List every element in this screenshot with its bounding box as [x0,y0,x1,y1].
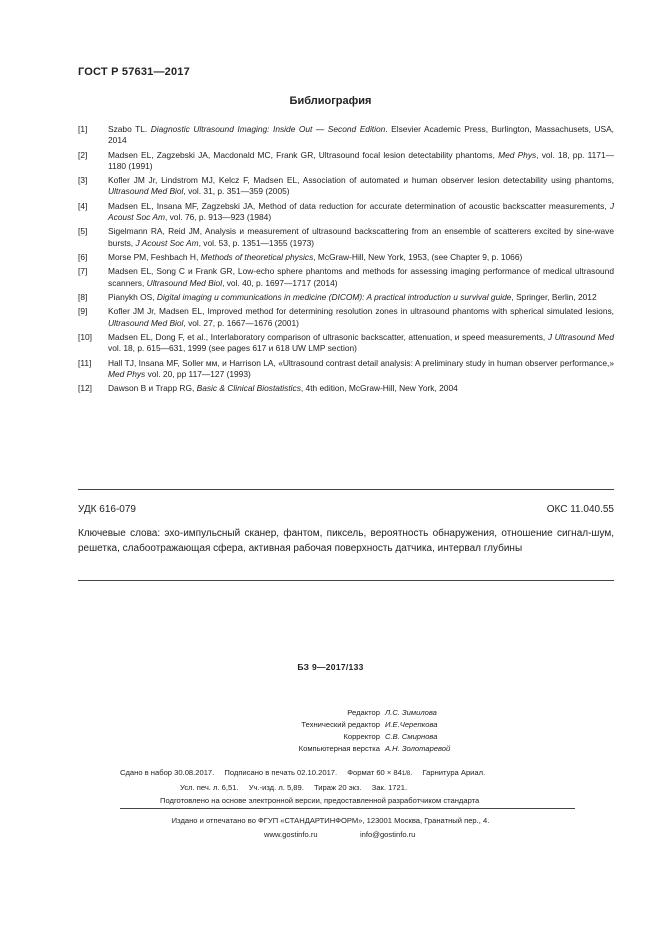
email-link[interactable]: info@gostinfo.ru [360,830,416,839]
reference-item [78,358,614,380]
credit-name: С.В. Смирнова [385,732,438,741]
reference-segment: Sigelmann RA, Reid JM, Analysis и measurement of ultrasound backscattering from an ensemble of scatterers excited by sine-wave bursts, [108,226,614,248]
reference-segment: , vol. 53, p. 1351—1355 (1973) [198,237,315,248]
reference-number: [11] [78,357,92,368]
reference-segment: Szabo TL. [108,124,151,134]
bibliography-title: Библиография [289,95,372,107]
reference-list [78,124,614,398]
reference-source: Ultrasound Med Biol [108,317,184,328]
reference-segment: Madsen EL, Zagzebski JA, Macdonald MC, Frank GR, Ultrasound focal lesion detectability phantoms, [108,149,499,160]
credit-role: Корректор [343,732,380,741]
reference-number: [10] [78,331,92,342]
reference-segment: , vol. 76, p. 913—923 (1984) [164,211,272,222]
reference-segment: . Elsevier Academic Press, Burlington, Massachusets, USA, 2014 [108,124,615,146]
reference-source: J Ultrasound Med [547,331,614,342]
reference-segment: Kofler JM Jr, Lindstrom MJ, Kelcz F, Madsen EL, Association of automated и human observer lesion detectability using phantoms, [108,175,614,186]
reference-text [108,383,614,394]
pub-sheets: Уч.-изд. л. 5,89. [248,783,304,792]
reference-text [108,266,614,288]
format: Формат 60 × 84 [347,768,402,777]
order-number: Зак. 1721. [371,783,408,792]
reference-item [78,226,614,248]
reference-item [78,150,614,172]
reference-segment: , vol. 27, p. 1667—1676 (2001) [183,317,299,328]
reference-item [78,306,614,328]
reference-segment: Hall TJ, Insana MF, Soller мм, и Harrison LA, «Ultrasound contrast detail analysis: A preliminary study in human observer performance,» [108,357,614,368]
publisher-line: Издано и отпечатано во ФГУП «СТАНДАРТИНФОРМ», 123001 Москва, Гранатный пер., 4. [171,816,490,825]
reference-segment: Dawson B и Trapp RG, [108,383,197,394]
sent-date: Сдано в набор 30.08.2017. [120,768,215,777]
typeface: Гарнитура Ариал. [422,768,486,777]
reference-text [108,252,614,263]
reference-segment: Morse PM, Feshbach H, [108,251,201,262]
keywords: Ключевые слова: эхо-импульсный сканер, фантом, пиксель, вероятность обнаружения, отношение сигнал-шум, решетка, слабоотражающая сфера, активная рабочая поверхность датчика, интервал глубины [78,528,614,554]
reference-segment: , vol. 18, pp. 1171—1180 (1991) [108,149,614,171]
credit-name: А.Н. Золотаревой [385,744,451,753]
bz-number: БЗ 9—2017/133 [297,662,364,672]
reference-segment: , vol. 40, p. 1697—1717 (2014) [222,277,338,288]
reference-text [108,292,614,303]
reference-segment: , McGraw-Hill, New York, 1953, (see Chapter 9, p. 1066) [313,251,523,262]
reference-item [78,252,614,263]
reference-text [108,175,614,197]
reference-item [78,292,614,303]
reference-item [78,175,614,197]
reference-number: [3] [78,175,88,186]
reference-number: [12] [78,383,92,394]
reference-segment: vol. 20, pp 117—127 (1993) [145,368,251,379]
reference-source: Basic & Clinical Biostatistics [196,383,301,394]
reference-source: Methods of theoretical physics [200,251,314,262]
reference-segment: , vol. 31, p. 351—359 (2005) [183,186,290,197]
reference-number: [7] [78,266,88,277]
reference-source: Ultrasound Med Biol [108,186,184,197]
credit-role: Редактор [347,708,380,717]
reference-segment: Kofler JM Jr, Madsen EL, Improved method for determining resolution zones in ultrasound phantoms with spherical simulated lesions, [108,306,614,317]
reference-number: [9] [78,306,88,317]
reference-segment: , 4th edition, McGraw-Hill, New York, 2004 [300,383,458,394]
reference-item [78,201,614,223]
divider-middle [78,580,614,581]
reference-segment: , Springer, Berlin, 2012 [511,291,597,302]
reference-text [108,201,614,223]
reference-segment: vol. 18, p. 615—631, 1999 (see pages 617 и 618 UW LMP section) [108,343,357,354]
reference-source: J Acoust Soc Am [135,237,199,248]
credit-name: Л.С. Зимилова [385,708,437,717]
reference-text [108,124,614,146]
reference-text [108,150,614,172]
imprint-line-2 [180,783,407,792]
format-fraction: 1/8 [401,771,411,777]
reference-source: Digital imaging и communications in medicine (DICOM): A practical introduction и survival guide [156,291,512,302]
prepared-note: Подготовлено на основе электронной версии, предоставленной разработчиком стандарта [160,796,480,805]
reference-number: [2] [78,149,88,160]
reference-number: [6] [78,251,88,262]
reference-text [108,332,614,354]
oks-code: ОКС 11.040.55 [546,504,614,515]
reference-number: [5] [78,226,88,237]
reference-item [78,266,614,288]
reference-item [78,124,614,146]
imprint-line-1: Сдано в набор 30.08.2017. Подписано в печать 02.10.2017. Формат 60 × 841/8. Гарнитура Ариал. [120,768,486,777]
website-link[interactable]: www.gostinfo.ru [264,830,318,839]
document-header: ГОСТ Р 57631—2017 [78,66,190,78]
reference-text [108,226,614,248]
reference-item [78,383,614,394]
reference-text [108,358,614,380]
reference-segment: Pianykh OS, [108,291,157,302]
reference-item [78,332,614,354]
signed-date: Подписано в печать 02.10.2017. [224,768,338,777]
reference-source: Med Phys [498,149,537,160]
credit-role: Компьютерная верстка [298,744,380,753]
reference-number: [4] [78,200,88,211]
reference-segment: Madsen EL, Insana MF, Zagzebski JA, Method of data reduction for accurate determination of acoustic backscatter measurements, [108,200,610,211]
reference-source: Med Phys [108,368,146,379]
divider-top [78,489,614,490]
credit-name: И.Е.Черепкова [385,720,438,729]
reference-segment: Madsen EL, Song C и Frank GR, Low-echo sphere phantoms and methods for assessing imaging performance of medical ultrasound scanners, [108,266,614,288]
divider-bottom [120,808,575,809]
print-run: Тираж 20 экз. [313,783,362,792]
reference-number: [8] [78,291,88,302]
reference-source: Ultrasound Med Biol [146,277,223,288]
reference-segment: Madsen EL, Dong F, et al., Interlaboratory comparison of ultrasonic backscatter, attenuation, и speed measurements, [108,331,548,342]
print-sheets: Усл. печ. л. 6,51. [180,783,239,792]
udk-code: УДК 616-079 [78,504,136,515]
reference-number: [1] [78,124,88,134]
reference-source: J Acoust Soc Am [108,200,614,222]
reference-source: Diagnostic Ultrasound Imaging: Inside Out — Second Edition [150,124,386,134]
credit-role: Технический редактор [301,720,380,729]
reference-text [108,306,614,328]
